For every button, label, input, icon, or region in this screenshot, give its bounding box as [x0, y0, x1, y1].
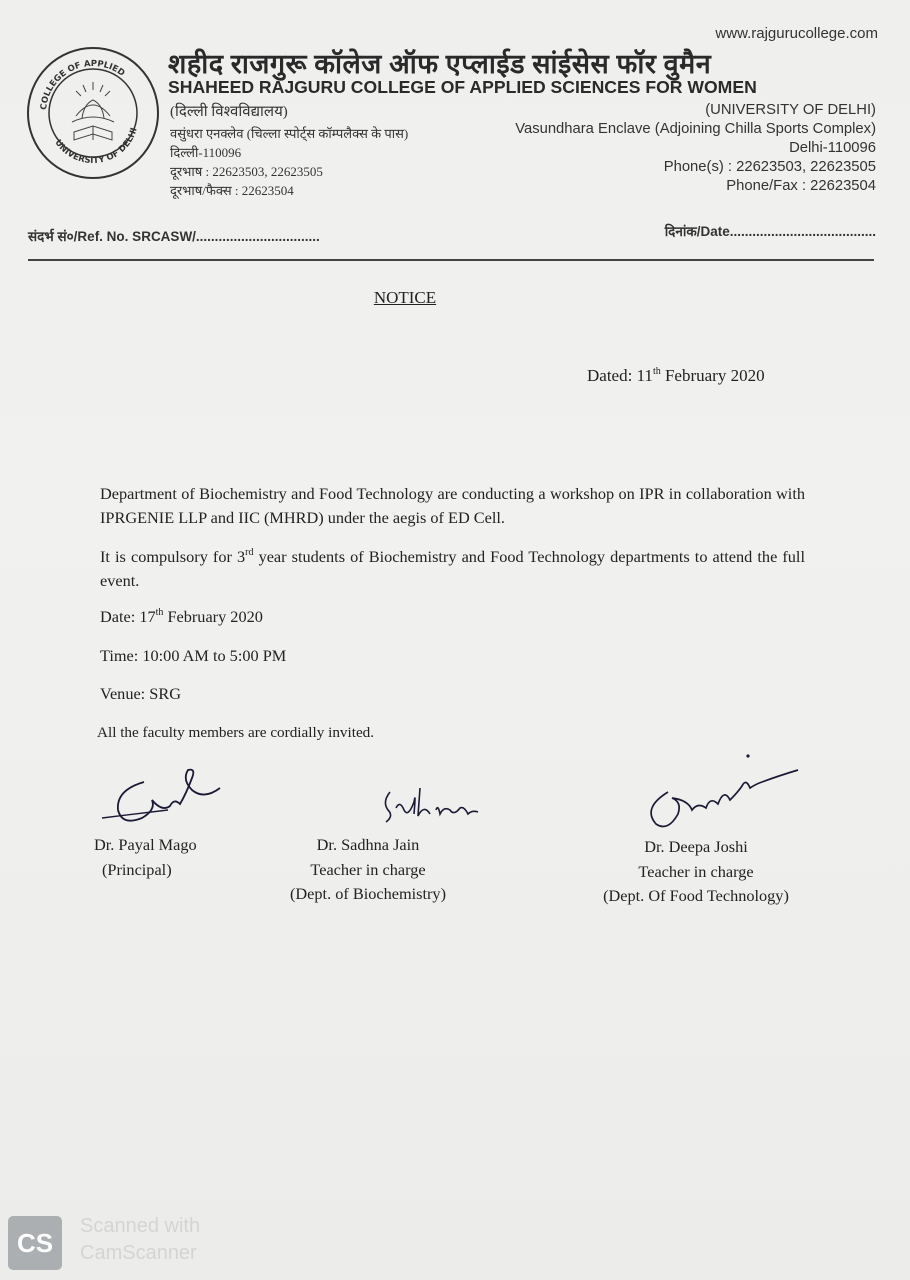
- notice-paragraph-1: Department of Biochemistry and Food Technology are conducting a workshop on IPR in collaboration with IPRGENIE LLP and IIC (MHRD) under the aegis of ED Cell.: [100, 484, 805, 527]
- signatory-biochemistry: [290, 833, 446, 907]
- letterhead-date: दिनांक/Date.......................................: [664, 224, 876, 239]
- signature-sadhna-jain: [374, 780, 484, 830]
- signatory-role: Teacher in charge: [310, 859, 426, 879]
- signatory-principal: [94, 833, 197, 882]
- svg-text:COLLEGE OF APPLIED: [39, 59, 126, 111]
- reference-number: संदर्भ सं०/Ref. No. SRCASW/.................................: [28, 229, 320, 244]
- notice-paragraph-2: It is compulsory for 3rd year students of Biochemistry and Food Technology departments to attend the full event.: [100, 547, 805, 590]
- college-name-hindi: शहीद राजगुरू कॉलेज ऑफ एप्लाईड सांईसेस फॉर वुमैन: [168, 49, 712, 79]
- svg-text:UNIVERSITY OF DELHI: [52, 127, 139, 166]
- notice-dated: Dated: 11th February 2020: [587, 366, 765, 385]
- university-hindi: (दिल्ली विश्वविद्यालय): [170, 104, 288, 120]
- fax-english: Phone/Fax : 22623504: [726, 178, 876, 194]
- city-english: Delhi-110096: [789, 140, 876, 156]
- signatory-department: (Dept. Of Food Technology): [603, 886, 789, 905]
- college-emblem-icon: [26, 46, 160, 180]
- signatory-name: Dr. Sadhna Jain: [316, 835, 420, 854]
- university-english: (UNIVERSITY OF DELHI): [705, 102, 876, 118]
- signatory-name: Dr. Deepa Joshi: [644, 837, 748, 856]
- address-hindi: वसुंधरा एनक्लेव (चिल्ला स्पोर्ट्स कॉम्पलैक्स के पास): [170, 126, 409, 141]
- camscanner-watermark-line2: CamScanner: [80, 1242, 197, 1264]
- college-website: www.rajgurucollege.com: [715, 25, 878, 42]
- fax-hindi: दूरभाष/फैक्स : 22623504: [170, 183, 294, 198]
- phone-hindi: दूरभाष : 22623503, 22623505: [170, 164, 323, 179]
- signatory-department: (Dept. of Biochemistry): [290, 884, 446, 903]
- address-english: Vasundhara Enclave (Adjoining Chilla Sports Complex): [515, 121, 876, 137]
- event-date: Date: 17th February 2020: [100, 607, 263, 626]
- logo-text-bottom: UNIVERSITY OF DELHI: [52, 126, 140, 167]
- signatory-name: Dr. Payal Mago: [94, 835, 197, 854]
- logo-text-top: COLLEGE OF APPLIED: [39, 58, 127, 111]
- signature-deepa-joshi: [638, 748, 803, 838]
- header-divider: [28, 259, 874, 261]
- camscanner-logo: CS: [8, 1216, 62, 1270]
- signatory-role: Teacher in charge: [638, 861, 754, 881]
- notice-title: NOTICE: [373, 288, 437, 307]
- signature-payal-mago: [96, 760, 226, 830]
- camscanner-watermark-line1: Scanned with: [80, 1215, 201, 1237]
- event-venue: Venue: SRG: [100, 684, 181, 703]
- college-name-english: SHAHEED RAJGURU COLLEGE OF APPLIED SCIENCES FOR WOMEN: [168, 77, 757, 97]
- city-hindi: दिल्ली-110096: [170, 145, 242, 160]
- signatory-role: (Principal): [102, 859, 172, 879]
- signatory-food-technology: [595, 835, 797, 909]
- event-time: Time: 10:00 AM to 5:00 PM: [100, 646, 287, 665]
- phone-english: Phone(s) : 22623503, 22623505: [663, 159, 876, 175]
- faculty-invitation: All the faculty members are cordially invited.: [97, 724, 375, 741]
